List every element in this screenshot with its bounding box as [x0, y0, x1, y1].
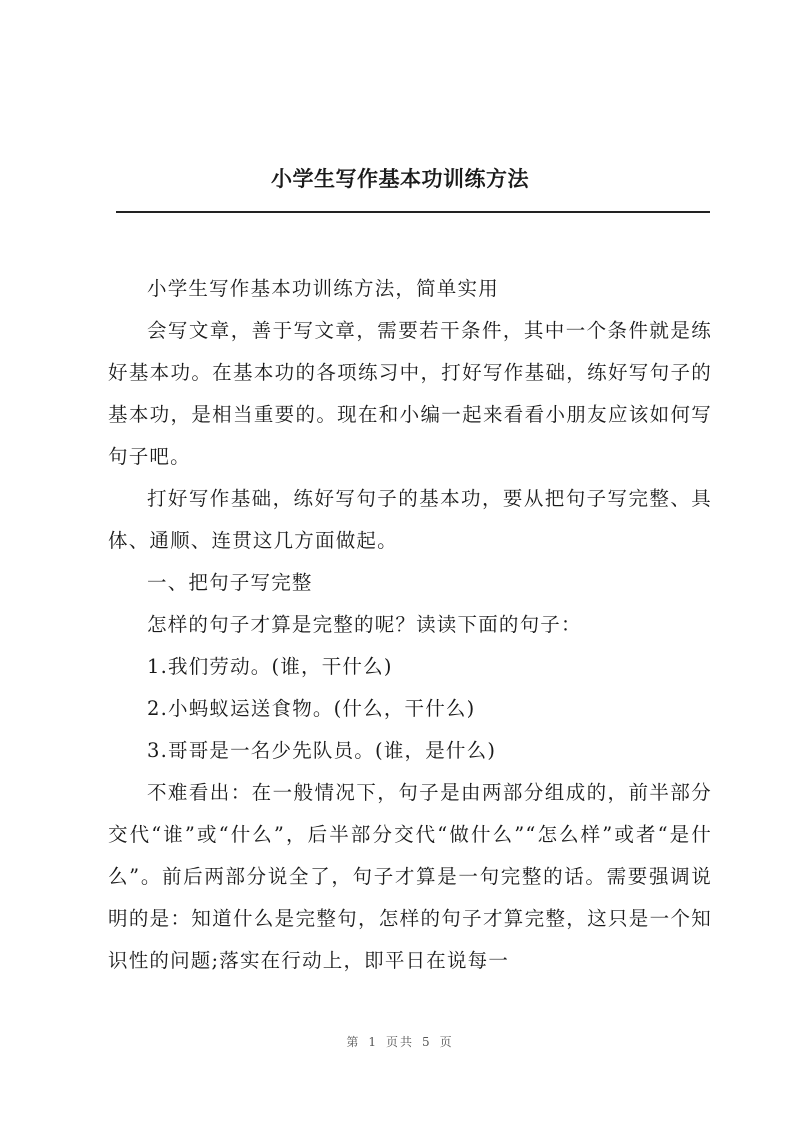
footer-total-pages: 5 — [422, 1035, 432, 1049]
document-title: 小学生写作基本功训练方法 — [271, 167, 529, 191]
example-sentence: 3.哥哥是一名少先队员。(谁，是什么) — [147, 739, 497, 762]
example-sentence: 1.我们劳动。(谁，干什么) — [147, 655, 393, 678]
paragraph: 会写文章，善于写文章，需要若干条件，其中一个条件就是练好基本功。在基本功的各项练习中，打好写作基础，练好写句子的基本功，是相当重要的。现在和小编一起来看看小朋友应该如何写句子吧。 — [108, 319, 712, 468]
example-sentence: 2.小蚂蚁运送食物。(什么，干什么) — [147, 697, 476, 720]
paragraph: 不难看出：在一般情况下，句子是由两部分组成的，前半部分交代“谁”或“什么”，后半部分交代“做什么”“怎么样”或者“是什么”。前后两部分说全了，句子才算是一句完整的话。需要强调说明的是：知道什么是完整句，怎样的句子才算完整，这只是一个知识性的问题;落实在行动上，即平日在说每一 — [108, 781, 712, 972]
paragraph: 怎样的句子才算是完整的呢？读读下面的句子： — [147, 613, 582, 636]
paragraph-intro: 小学生写作基本功训练方法，简单实用 — [147, 277, 499, 300]
document-body — [108, 268, 712, 982]
page-footer — [0, 1033, 800, 1050]
section-heading: 一、把句子写完整 — [147, 571, 313, 594]
paragraph: 打好写作基础，练好写句子的基本功，要从把句子写完整、具体、通顺、连贯这几方面做起。 — [108, 487, 712, 552]
footer-middle: 页共 — [385, 1035, 414, 1049]
footer-suffix: 页 — [439, 1035, 454, 1049]
title-divider — [116, 211, 710, 213]
footer-prefix: 第 — [346, 1035, 361, 1049]
footer-page-number: 1 — [368, 1035, 378, 1049]
